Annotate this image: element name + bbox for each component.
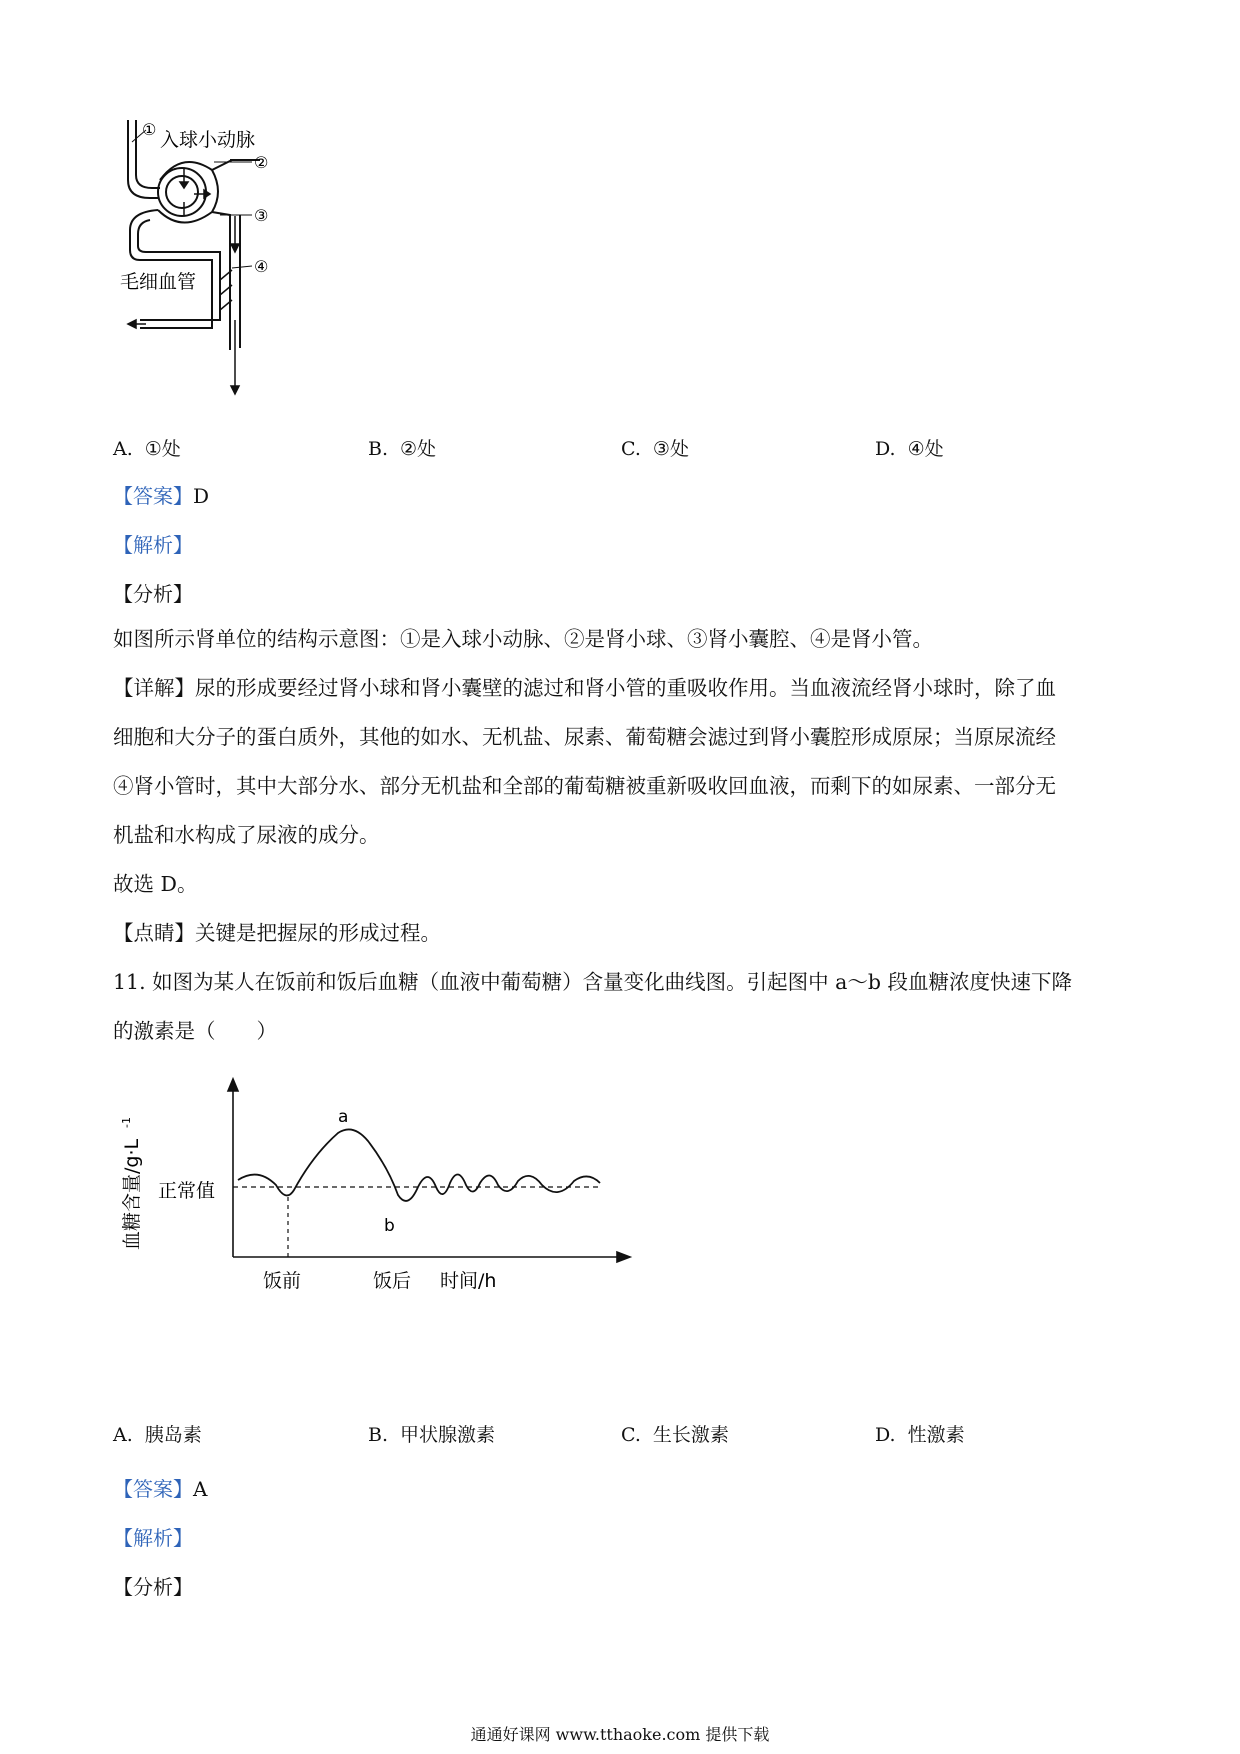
q10-conclusion: 故选 D。: [113, 872, 198, 896]
q10-answer: 【答案】D: [113, 484, 210, 508]
label-1: ①: [142, 120, 157, 139]
q11-fenxi-tag: 【分析】: [113, 1575, 193, 1599]
q10-option-a[interactable]: A. ①处: [113, 438, 181, 460]
label-2: ②: [254, 153, 269, 172]
q11-stem: 11. 如图为某人在饭前和饭后血糖（血液中葡萄糖）含量变化曲线图。引起图中 a～b 段血糖浓度快速下降 的激素是（ ）: [113, 970, 1072, 1043]
q10-fenxi-tag: 【分析】: [113, 582, 193, 606]
q10-fenxi-text: 如图所示肾单位的结构示意图：①是入球小动脉、②是肾小球、③肾小囊腔、④是肾小管。: [113, 627, 933, 651]
q11-option-a[interactable]: A. 胰岛素: [113, 1424, 202, 1446]
x-label-time: 时间/h: [440, 1270, 497, 1290]
blood-sugar-chart: [118, 1075, 638, 1290]
detail-tag: 【详解】: [113, 676, 195, 700]
q10-option-c[interactable]: C. ③处: [621, 438, 689, 460]
label-4: ④: [254, 257, 269, 276]
y-axis-label-sup: -1: [120, 1117, 133, 1128]
artery-label: 入球小动脉: [160, 129, 256, 151]
q11-option-c[interactable]: C. 生长激素: [621, 1424, 729, 1446]
page-footer: 通通好课网 www.tthaoke.com 提供下载: [470, 1725, 770, 1744]
nephron-diagram: [120, 120, 330, 400]
blood-sugar-curve: [238, 1129, 600, 1200]
capillary-label: 毛细血管: [120, 271, 197, 293]
q10-option-d[interactable]: D. ④处: [875, 438, 944, 460]
x-label-before: 饭前: [263, 1270, 302, 1290]
x-label-after: 饭后: [373, 1270, 412, 1290]
q11-answer: 【答案】A: [113, 1477, 208, 1501]
q11-option-b[interactable]: B. 甲状腺激素: [368, 1424, 496, 1446]
q10-dianjing: 【点睛】关键是把握尿的形成过程。: [113, 921, 441, 945]
q10-detail: 【详解】尿的形成要经过肾小球和肾小囊壁的滤过和肾小管的重吸收作用。当血液流经肾小球时，除了血 细胞和大分子的蛋白质外，其他的如水、无机盐、尿素、葡萄糖会滤过到肾小囊腔形成原尿；当原尿流经 ④肾小管时，其中大部分水、部分无机盐和全部的葡萄糖被重新吸收回血液，而剩下的如尿素、一部分无 机盐和水构成了尿液的成分。: [113, 676, 1056, 847]
point-a-label: a: [338, 1107, 349, 1127]
label-3: ③: [254, 206, 269, 225]
point-b-label: b: [384, 1216, 395, 1236]
q10-jiexi-tag: 【解析】: [113, 533, 193, 557]
q11-option-d[interactable]: D. 性激素: [875, 1424, 965, 1446]
q11-jiexi-tag: 【解析】: [113, 1526, 193, 1550]
y-axis-label: 血糖含量/g·L: [121, 1138, 143, 1250]
normal-value-label: 正常值: [158, 1180, 216, 1202]
q10-option-b[interactable]: B. ②处: [368, 438, 437, 460]
